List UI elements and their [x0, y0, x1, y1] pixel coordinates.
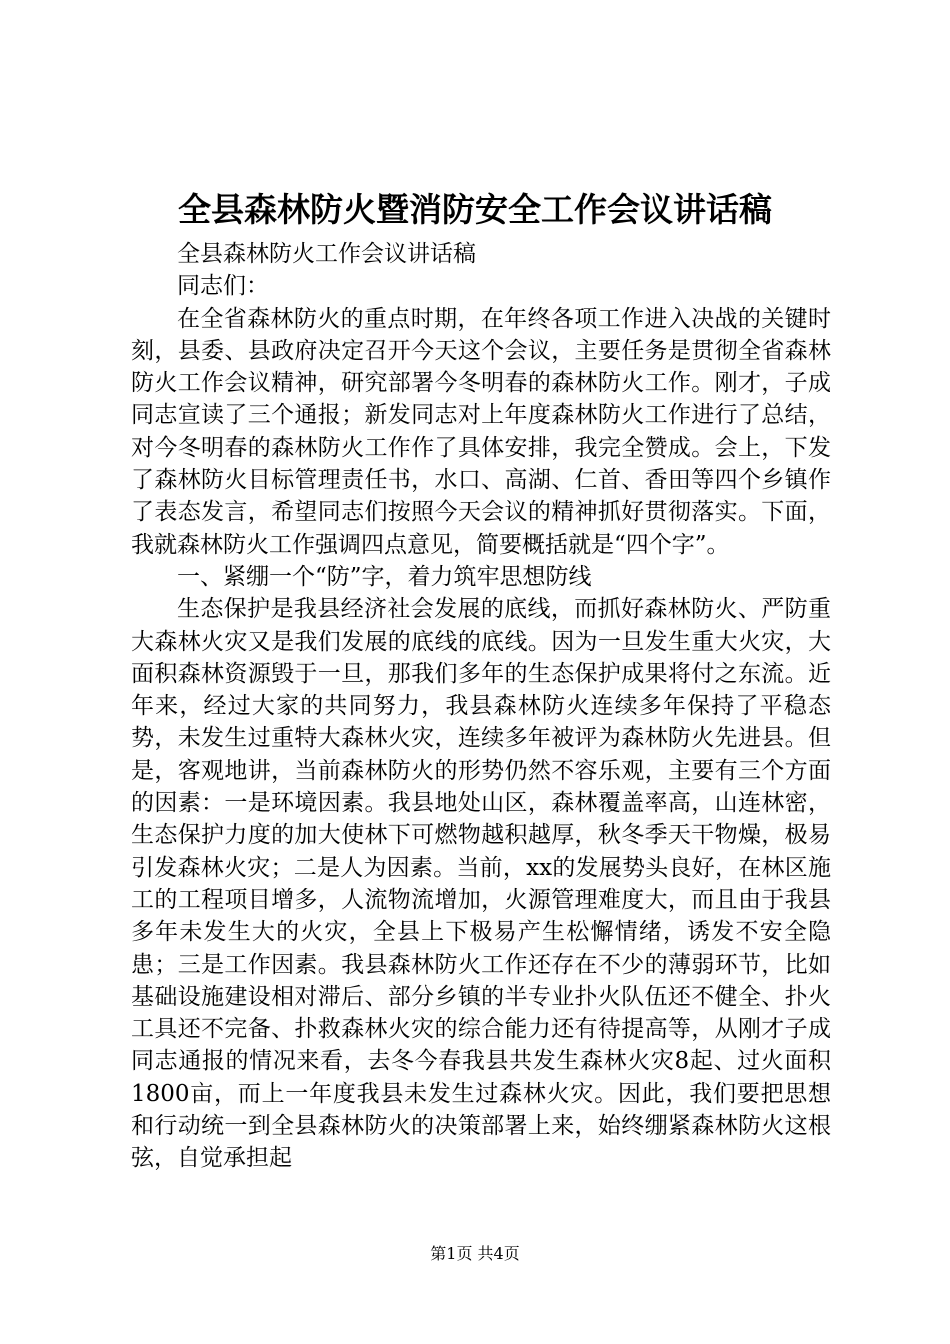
- section-heading: 一、紧绷一个“防”字，着力筑牢思想防线: [177, 563, 592, 590]
- page-number-footer: 第1页 共4页: [430, 1244, 520, 1263]
- document-title: 全县森林防火暨消防安全工作会议讲话稿: [178, 190, 772, 229]
- document-body: [131, 238, 831, 1175]
- subtitle-paragraph: 全县森林防火工作会议讲话稿: [177, 241, 476, 267]
- intro-paragraph: 在全省森林防火的重点时期，在年终各项工作进入决战的关键时刻，县委、县政府决定召开今天这个会议，主要任务是贯彻全省森林防火工作会议精神，研究部署今冬明春的森林防火工作。刚才，子成同志宣读了三个通报；新发同志对上年度森林防火工作进行了总结，对今冬明春的森林防火工作作了具体安排，我完全赞成。会上，下发了森林防火目标管理责任书，水口、高湖、仁首、香田等四个乡镇作了表态发言，希望同志们按照今天会议的精神抓好贯彻落实。下面，我就森林防火工作强调四点意见，简要概括就是“四个字”。: [131, 305, 831, 558]
- salutation-paragraph: 同志们：: [177, 273, 269, 300]
- body-paragraph: 生态保护是我县经济社会发展的底线，而抓好森林防火、严防重大森林火灾又是我们发展的底线的底线。因为一旦发生重大火灾，大面积森林资源毁于一旦，那我们多年的生态保护成果将付之东流。近年来，经过大家的共同努力，我县森林防火连续多年保持了平稳态势，未发生过重特大森林火灾，连续多年被评为森林防火先进县。但是，客观地讲，当前森林防火的形势仍然不容乐观，主要有三个方面的因素：一是环境因素。我县地处山区，森林覆盖率高，山连林密，生态保护力度的加大使林下可燃物越积越厚，秋冬季天干物燥，极易引发森林火灾；二是人为因素。当前，xx的发展势头良好，在林区施工的工程项目增多，人流物流增加，火源管理难度大，而且由于我县多年未发生大的火灾，全县上下极易产生松懈情绪，诱发不安全隐患；三是工作因素。我县森林防火工作还存在不少的薄弱环节，比如基础设施建设相对滞后、部分乡镇的半专业扑火队伍还不健全、扑火工具还不完备、扑救森林火灾的综合能力还有待提高等，从刚才子成同志通报的情况来看，去冬今春我县共发生森林火灾8起、过火面积1800亩，而上一年度我县未发生过森林火灾。因此，我们要把思想和行动统一到全县森林防火的决策部署上来，始终绷紧森林防火这根弦，自觉承担起: [131, 596, 831, 1172]
